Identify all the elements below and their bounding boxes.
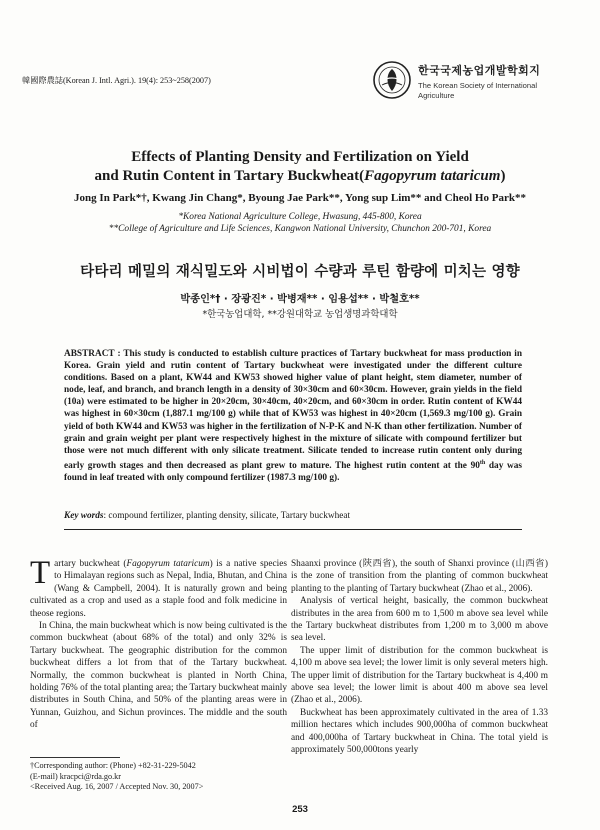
keywords: Key words: compound fertilizer, planting density, silicate, Tartary buckwheat bbox=[64, 511, 351, 521]
paragraph: Tartary buckwheat (Fagopyrum tataricum) is a native species to Himalayan regions such as Nepal, India, Bhutan, and China (Wang & Campbell, 2004). It is naturally grown and being cultivated as a crop and used as a staple food and folk medicine in theose regions. bbox=[30, 555, 287, 619]
affiliation-2: **College of Agriculture and Life Sciences, Kangwon National University, Chunchon 200-701, Korea bbox=[108, 224, 492, 234]
footnote-divider bbox=[30, 757, 120, 758]
korean-title: 타타리 메밀의 재식밀도와 시비법이 수량과 루틴 함량에 미치는 영향 bbox=[80, 264, 520, 280]
body-column-left bbox=[30, 555, 287, 732]
abstract: ABSTRACT : This study is conducted to establish culture practices of Tartary buckwheat for mass production in Korea. Grain yield and rutin content of Tartary buckwheat were investigated under the different culture conditions. Based on a plant, KW44 and KW53 showed higher value of plant height, stem diameter, number of node, leaf, and branch, and branch length in a density of 30×30cm and 60×30cm. However, grain yields in the field (10a) were estimated to be higher in 20×20cm, 30×40cm, 40×20cm, and 60×30cm in order. Rutin content of KW44 was highest in 60×30cm (1,887.1 mg/100 g) while that of KW53 was highest in 40×20cm (1,569.3 mg/100 g). Grain yield of both KW44 and KW53 was higher in the fertilization of N-P-K and N-K than other fertilization. Number of grain and grain weight per plant were respectively highest in the mixture of silicate with compound fertilizer but those were not much different with only silicate treatment. Silicate tended to increase rutin content only during early growth stages and then decreased as plant grew to mature. The highest rutin content at the 90th day was found in leaf treated with only compound fertilizer (1987.3 mg/100 g). bbox=[64, 349, 522, 484]
society-name-korean: 한국국제농업개발학회지 bbox=[418, 64, 541, 77]
keywords-label: Key words bbox=[64, 511, 104, 521]
paragraph: Buckwheat has been approximately cultivated in the area of 1.33 million hectares which includes 900,000ha of common buckwheat and 400,000ha of Tartary buckwheat in China. The total yield is approximately 500,000tons yearly bbox=[291, 707, 548, 756]
society-logo-icon bbox=[372, 60, 412, 100]
korean-authors: 박종인*† · 장광진* · 박병재** · 임용섭** · 박철호** bbox=[180, 294, 420, 305]
korean-affiliation: *한국농업대학, **강원대학교 농업생명과학대학 bbox=[202, 309, 398, 320]
authors: Jong In Park*†, Kwang Jin Chang*, Byoung Jae Park**, Yong sup Lim** and Cheol Ho Park** bbox=[74, 192, 526, 204]
paragraph: In China, the main buckwheat which is now being cultivated is the common buckwheat (about 68% of the total) and only 32% is Tartary buckwheat. The geographic distribution for the common buckwheat differs a lot from that of the Tartary buckwheat. Normally, the common buckwheat is planted in North China, holding 76% of the total planting area; the Tartary buckwheat mainly distributes in South China, and 50% of the planting areas were in Yunnan, Guizhou, and Sichun provinces. The middle and the south of bbox=[30, 621, 287, 731]
body-column-right bbox=[291, 558, 548, 757]
footnote: †Corresponding author: (Phone) +82-31-229-5042 (E-mail) kracpci@rda.go.kr <Received Aug. 16, 2007 / Accepted Nov. 30, 2007> bbox=[30, 761, 204, 792]
section-divider bbox=[64, 529, 522, 530]
drop-cap: T bbox=[30, 555, 51, 591]
paragraph: Analysis of vertical height, basically, the common buckwheat distributes in the area from 600 m to 1,500 m above sea level while the Tartary buckwheat distributes from 1,200 m to 3,000 m above sea level. bbox=[291, 596, 548, 644]
paragraph: The upper limit of distribution for the common buckwheat is 4,100 m above sea level; the lower limit is only several meters high. The upper limit of distribution for the Tartary buckwheat is 4,400 m above sea level; the lower limit is about 400 m above sea level (Zhao et al., 2006). bbox=[291, 645, 548, 706]
paper-title: Effects of Planting Density and Fertilization on Yield and Rutin Content in Tartary Buckwheat(Fagopyrum tataricum) bbox=[94, 149, 506, 184]
affiliation-1: *Korea National Agriculture College, Hwasung, 445-800, Korea bbox=[178, 212, 422, 222]
journal-citation: 韓國際農誌(Korean J. Intl. Agri.). 19(4): 253~258(2007) bbox=[22, 76, 211, 85]
paragraph: Shaanxi province (陝西省), the south of Shanxi province (山西省) is the zone of transition from the planting of common buckwheat planting to the planting of Tartary buckwheat (Zhao et al., 2006). bbox=[291, 559, 548, 594]
page-number: 253 bbox=[292, 804, 308, 815]
society-header bbox=[372, 60, 582, 106]
society-name-english: The Korean Society of International Agriculture bbox=[418, 81, 538, 100]
abstract-label: ABSTRACT : bbox=[64, 349, 124, 359]
